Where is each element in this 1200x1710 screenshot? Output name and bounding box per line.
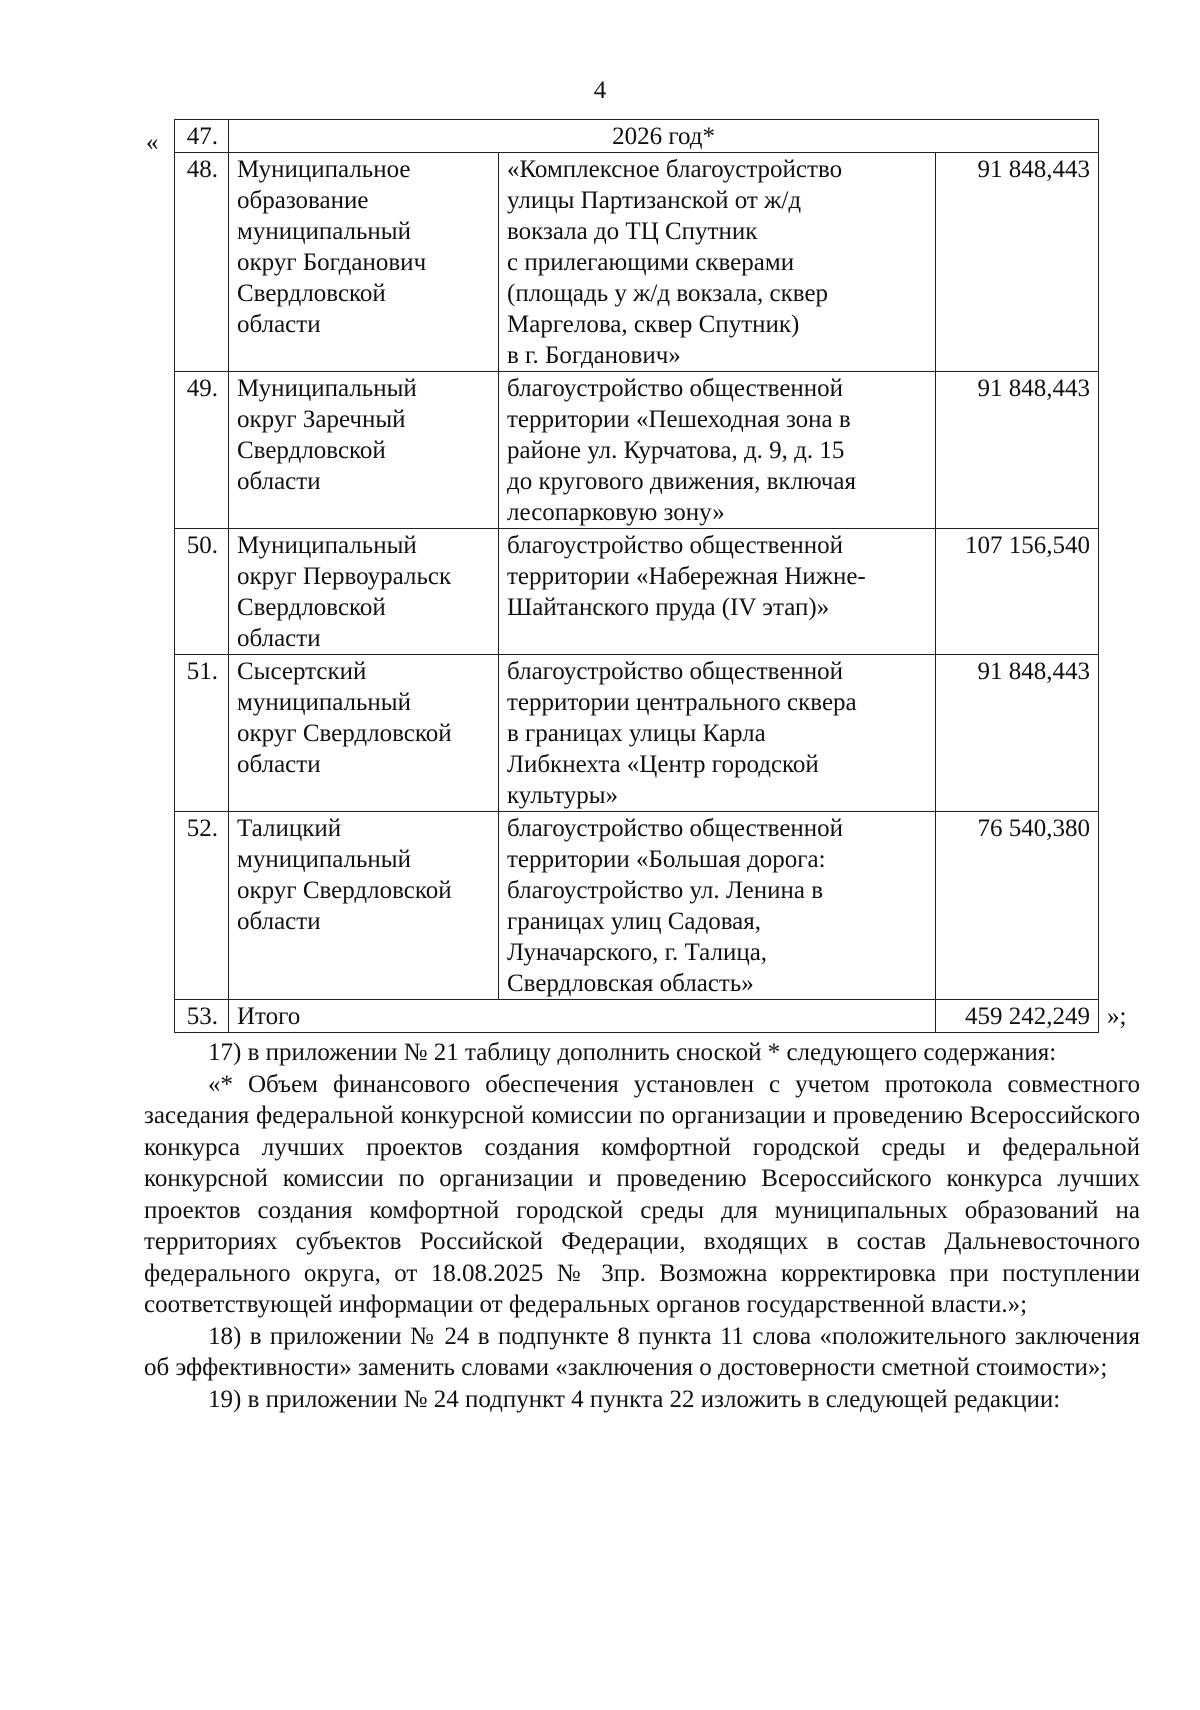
paragraph-17: 17) в приложении № 21 таблицу дополнить сноской * следующего содержания: [208, 1039, 1057, 1066]
row-number: 50. [175, 529, 229, 655]
municipality-line: округ Заречный [237, 406, 406, 433]
municipality-line: муниципальный [237, 689, 411, 716]
municipality-line: округ Первоуральск [237, 563, 452, 590]
amount-cell: 91 848,443 [936, 372, 1099, 529]
project-line: районе ул. Курчатова, д. 9, д. 15 [507, 437, 845, 464]
project-line: благоустройство общественной [507, 658, 844, 685]
municipality-cell [229, 655, 499, 812]
total-amount: 459 242,249 [936, 1000, 1099, 1033]
project-line: границах улиц Садовая, [507, 908, 762, 935]
municipality-cell [229, 153, 499, 372]
municipality-line: Муниципальное [237, 156, 411, 183]
project-line: в г. Богданович» [507, 342, 681, 369]
table-row [175, 812, 1099, 1000]
municipality-line: округ Богданович [237, 249, 427, 276]
project-line: благоустройство ул. Ленина в [507, 877, 824, 904]
project-line: (площадь у ж/д вокзала, сквер [507, 280, 829, 307]
municipality-line: Свердловской [237, 437, 386, 464]
municipality-line: области [237, 311, 321, 338]
project-line: благоустройство общественной [507, 815, 844, 842]
project-line: до кругового движения, включая [507, 468, 856, 495]
project-line: благоустройство общественной [507, 532, 844, 559]
year-row [175, 120, 1099, 153]
row-number: 49. [175, 372, 229, 529]
year-label: 2026 год* [229, 120, 1099, 153]
project-line: вокзала до ТЦ Спутник [507, 218, 758, 245]
paragraph-19: 19) в приложении № 24 подпункт 4 пункта 22 изложить в следующей редакции: [208, 1385, 1061, 1413]
project-cell [499, 153, 936, 372]
table-row [175, 372, 1099, 529]
row-number: 47. [175, 120, 229, 153]
row-number: 52. [175, 812, 229, 1000]
project-line: Шайтанского пруда (IV этап)» [507, 594, 830, 621]
table-row [175, 153, 1099, 372]
amount-cell: 91 848,443 [936, 655, 1099, 812]
municipality-line: Свердловской [237, 594, 386, 621]
row-number: 53. [175, 1000, 229, 1033]
municipality-line: области [237, 468, 321, 495]
table-row [175, 655, 1099, 812]
project-line: Либкнехта «Центр городской [507, 751, 819, 778]
row-number: 51. [175, 655, 229, 812]
municipality-line: округ Свердловской [237, 720, 452, 747]
project-line: с прилегающими скверами [507, 249, 795, 276]
body-text [144, 1037, 1140, 1415]
project-line: Свердловская область» [507, 970, 754, 997]
project-cell [499, 372, 936, 529]
municipality-cell [229, 529, 499, 655]
municipality-line: муниципальный [237, 846, 411, 873]
project-cell [499, 812, 936, 1000]
municipality-line: Муниципальный [237, 375, 417, 402]
total-label: Итого [229, 1000, 936, 1033]
project-line: Маргелова, сквер Спутник) [507, 311, 800, 338]
municipality-line: области [237, 908, 321, 935]
amount-cell: 91 848,443 [936, 153, 1099, 372]
funding-table [174, 119, 1099, 1033]
paragraph-18: 18) в приложении № 24 в подпункте 8 пункта 11 слова «положительного заключения об эффективности» заменить словами «заключения о достоверности сметной стоимости»; [144, 1322, 1140, 1381]
municipality-cell [229, 372, 499, 529]
paragraph-footnote: «* Объем финансового обеспечения установлен с учетом протокола совместного заседания федеральной конкурсной комиссии по организации и проведению Всероссийского конкурса лучших проектов создания комфортной городской среды и федеральной конкурсной комиссии по организации и проведению Всероссийского конкурса лучших проектов создания комфортной городской среды для муниципальных образований на территориях субъектов Российской Федерации, входящих в состав Дальневосточного федерального округа, от 18.08.2025 № 3пр. Возможна корректировка при поступлении соответствующей информации от федеральных органов государственной власти.»; [144, 1070, 1140, 1318]
project-line: «Комплексное благоустройство [507, 156, 843, 183]
project-line: благоустройство общественной [507, 375, 844, 402]
municipality-line: Свердловской [237, 280, 386, 307]
municipality-line: области [237, 625, 321, 652]
amount-cell: 107 156,540 [936, 529, 1099, 655]
municipality-line: Муниципальный [237, 532, 417, 559]
project-line: территории «Большая дорога: [507, 846, 826, 873]
opening-quote: « [146, 129, 159, 156]
municipality-line: Талицкий [237, 815, 342, 842]
municipality-line: Сысертский [237, 658, 367, 685]
project-line: культуры» [507, 782, 619, 809]
project-line: территории «Пешеходная зона в [507, 406, 851, 433]
closing-quote: »; [1107, 1002, 1127, 1030]
project-line: Луначарского, г. Талица, [507, 939, 768, 966]
project-cell [499, 655, 936, 812]
project-line: территории центрального сквера [507, 689, 857, 716]
municipality-line: области [237, 751, 321, 778]
project-line: территории «Набережная Нижне- [507, 563, 866, 590]
project-line: в границах улицы Карла [507, 720, 766, 747]
project-line: улицы Партизанской от ж/д [507, 187, 802, 214]
amount-cell: 76 540,380 [936, 812, 1099, 1000]
municipality-line: округ Свердловской [237, 877, 452, 904]
page-number: 4 [593, 77, 607, 104]
project-line: лесопарковую зону» [507, 499, 725, 526]
municipality-line: образование [237, 187, 369, 214]
project-cell [499, 529, 936, 655]
table-row [175, 529, 1099, 655]
municipality-cell [229, 812, 499, 1000]
municipality-line: муниципальный [237, 218, 411, 245]
total-row [175, 1000, 1099, 1033]
row-number: 48. [175, 153, 229, 372]
